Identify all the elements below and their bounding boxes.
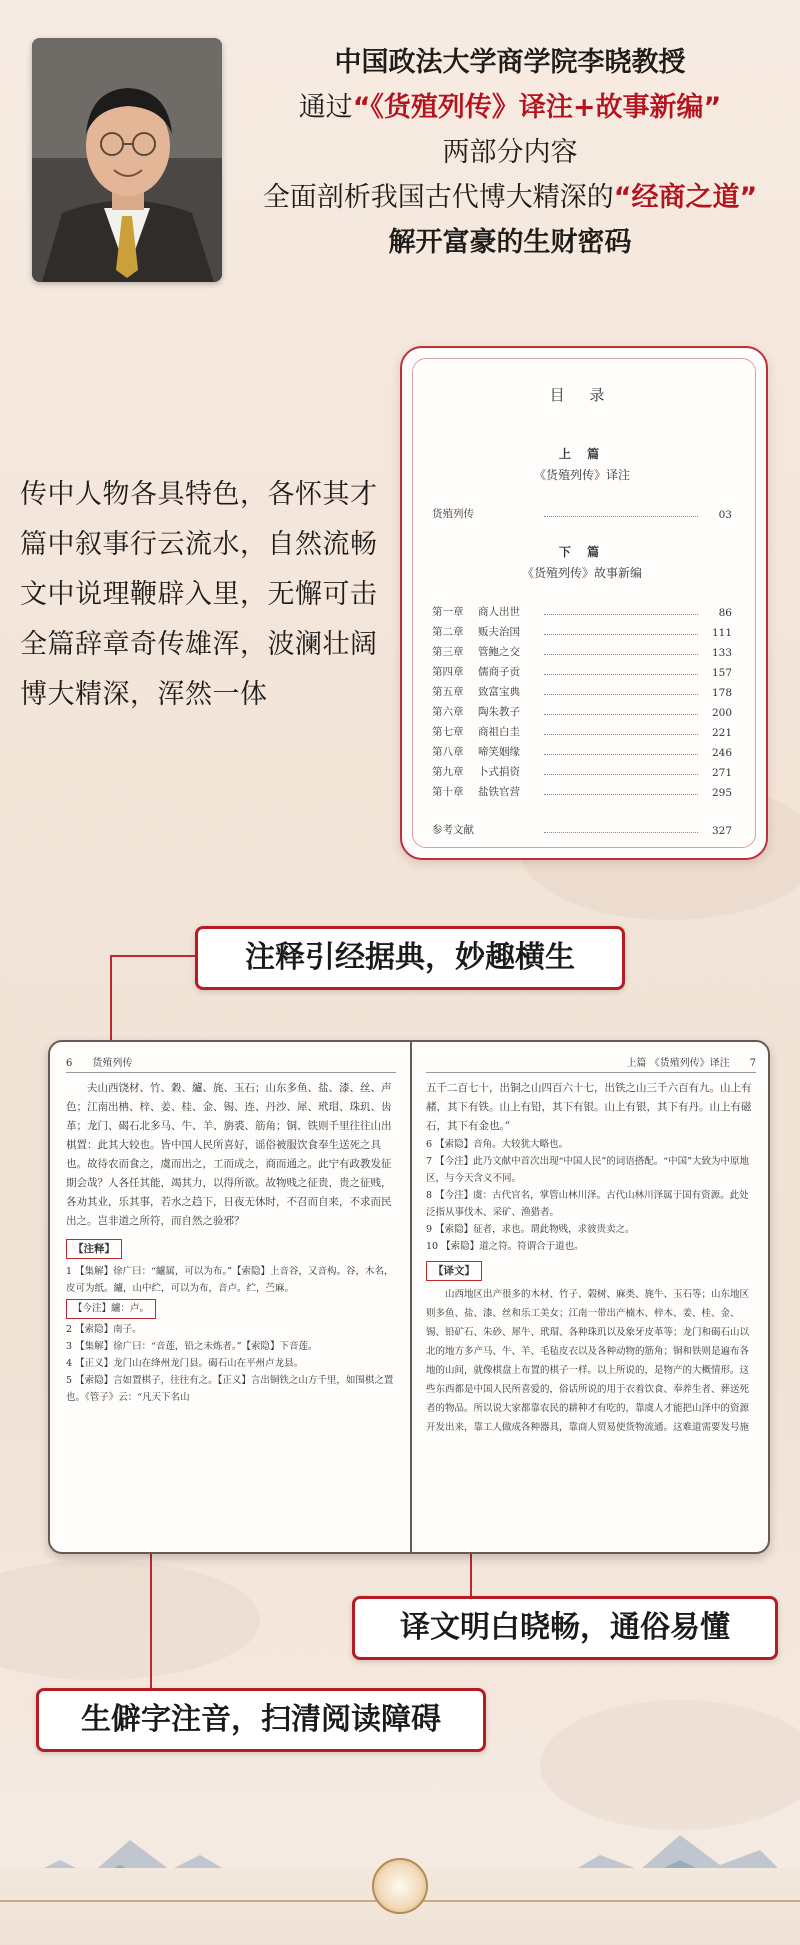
annotation-note: 6 【索隐】音角。大较犹大略也。 [426,1139,569,1150]
annotation-note: 5 【索隐】言如置棋子，往往有之。【正义】言出铜铁之山方千里，如围棋之置也。《管子》云：“凡天下名山 [66,1375,394,1403]
open-book-preview [48,1040,770,1554]
toc-part-2-subtitle: 《货殖列传》故事新编 [521,566,642,580]
feature-list [20,470,400,720]
annotation-note: 2 【索隐】南子。 [66,1324,142,1335]
toc-row: 第二章 贩夫治国 111 [432,626,732,639]
toc-part-1-label: 上 篇 [558,447,606,461]
intro-line-5: 解开富豪的生财密码 [388,227,632,258]
toc-chapter-list [432,599,732,799]
intro-business-highlight: “经商之道” [613,182,758,213]
intro-book-highlight: “《货殖列传》译注+故事新编” [352,92,722,123]
toc-row: 第九章 卜式捐资 271 [432,766,732,779]
feature-item: 文中说理鞭辟入里，无懈可击 [20,579,378,610]
toc-row: 第四章 儒商子贡 157 [432,666,732,679]
callout-pronunciation: 生僻字注音，扫清阅读障碍 [36,1688,486,1752]
feature-item: 传中人物各具特色，各怀其才 [20,479,378,510]
annotation-note: 4 【正义】龙门山在绛州龙门县。碣石山在平州卢龙县。 [66,1358,304,1369]
leader-line [110,955,196,957]
toc-row: 第一章 商人出世 86 [432,606,732,619]
annotation-note: 7 【今注】此乃文献中首次出现“中国人民”的词语搭配。“中国”大致为中原地区，与今天含义不同。 [426,1156,749,1184]
toc-row: 第三章 管鲍之交 133 [432,646,732,659]
annotation-note: 3 【集解】徐广曰：“音莲，铅之未炼者。”【索隐】下音莲。 [66,1341,318,1352]
toc-row-references: 参考文献 327 [432,824,732,837]
toc-row: 第五章 致富宝典 178 [432,686,732,699]
footer-medallion-ornament [372,1858,428,1914]
toc-part-2-label: 下 篇 [558,545,606,559]
intro-line-1: 中国政法大学商学院李晓教授 [334,47,686,78]
translation-tag: 【译文】 [426,1261,482,1281]
toc-row: 第八章 啼笑姻缘 246 [432,746,732,759]
annotation-tag: 【注释】 [66,1239,122,1259]
toc-row: 第七章 商祖白圭 221 [432,726,732,739]
book-left-page: 6 货殖列传 夫山西饶材、竹、穀、纑、旄、玉石；山东多鱼、盐、漆、丝、声色；江南出柟、梓、姜、桂、金、锡、连、丹沙、犀、玳瑁、珠玑、齿革；龙门、碣石北多马、牛、羊、旃裘、筋角；铜、铁则千里往往山出棋置：此其大较也。皆中国人民所喜好，谣俗被服饮食奉生送死之具也。故待农而食之，虞而出之，工而成之，商而通之。此宁有政教发征期会哉？人各任其能，竭其力，以得所欲。故物贱之征贵，贵之征贱，各劝其业，乐其事，若水之趋下，日夜无休时，不召而自来，不求而民出之。岂非道之所符，而自然之验邪？ 【注释】 1 【集解】徐广曰：“纑属，可以为布。”【索隐】上音谷，又音构。谷，木名，皮可为纸。纑，山中纻，可以为布，音卢。纻，苎麻。 【今注】纑：卢。 2 【索隐】南子。 3 【集解】徐广曰：“音莲，铅之未炼者。”【索隐】下音莲。 4 【正义】龙门山在绛州龙门县。碣石山在平州卢龙县。 5 【索隐】言如置棋子，往往有之。【正义】言出铜铁之山方千里，如围棋之置也。《管子》云：“凡天下名山 [66,1056,396,1406]
feature-item: 全篇辞章奇传雄浑，波澜壮阔 [20,629,378,660]
translation-text: 山西地区出产很多的木材、竹子、榖树、麻类、旄牛、玉石等；山东地区则多鱼、盐、漆、丝和乐工美女；江南一带出产楠木、梓木、姜、桂、金、锡、铅矿石、朱砂、犀牛、玳瑁、各种珠玑以及象牙皮革等；龙门和碣石山以北的地方多产马、牛、羊、毛毡皮衣以及各种动物的筋角；铜和铁则是遍布各地的山间，就像棋盘上布置的棋子一样。以上所说的，是物产的大概情形。这些东西都是中国人民所喜爱的，俗话所说的用于衣着饮食、奉养生者、葬送死者的物品。所以说大家都靠农民的耕种才有吃的，靠虞人才能把山泽中的资源开发出来，靠工人做成各种器具，靠商人贸易使货物流通。这难道需要发号施 [426,1289,750,1433]
callout-annotation: 注释引经据典，妙趣横生 [195,926,625,990]
annotation-note: 9 【索隐】征者，求也。谓此物贱，求彼贵卖之。 [426,1224,635,1235]
annotation-note: 8 【今注】虞：古代官名，掌管山林川泽。古代山林川泽属于国有资源。此处泛指从事伐木、采矿、渔猎者。 [426,1190,749,1218]
toc-row: 第六章 陶朱教子 200 [432,706,732,719]
pronunciation-note: 【今注】纑：卢。 [66,1299,156,1319]
callout-translation: 译文明白晓畅，通俗易懂 [352,1596,778,1660]
author-portrait-illustration [32,38,222,282]
toc-title: 目 录 [549,386,615,404]
original-text: 夫山西饶材、竹、穀、纑、旄、玉石；山东多鱼、盐、漆、丝、声色；江南出柟、梓、姜、桂、金、锡、连、丹沙、犀、玳瑁、珠玑、齿革；龙门、碣石北多马、牛、羊、旃裘、筋角；铜、铁则千里往往山出棋置：此其大较也。皆中国人民所喜好，谣俗被服饮食奉生送死之具也。故待农而食之，虞而出之，工而成之，商而通之。此宁有政教发征期会哉？人各任其能，竭其力，以得所欲。故物贱之征贵，贵之征贱，各劝其业，乐其事，若水之趋下，日夜无休时，不召而自来，不求而民出之。岂非道之所符，而自然之验邪？ [66,1082,392,1227]
feature-item: 篇中叙事行云流水，自然流畅 [20,529,378,560]
table-of-contents [400,346,768,860]
toc-row: 第十章 盐铁官营 295 [432,786,732,799]
book-right-page: 上篇 《货殖列传》译注 7 五千二百七十，出铜之山四百六十七，出铁之山三千六百有九。山上有赭，其下有铁。山上有铅，其下有银。山上有银，其下有丹。山上有磁石，其下有金也。” 6 【索隐】音角。大较犹大略也。 7 【今注】此乃文献中首次出现“中国人民”的词语搭配。“中国”大致为中原地区，与今天含义不同。 8 【今注】虞：古代官名，掌管山林川泽。古代山林川泽属于国有资源。此处泛指从事伐木、采矿、渔猎者。 9 【索隐】征者，求也。谓此物贱，求彼贵卖之。 10 【索隐】道之符。符谓合于道也。 【译文】 山西地区出产很多的木材、竹子、榖树、麻类、旄牛、玉石等；山东地区则多鱼、盐、漆、丝和乐工美女；江南一带出产楠木、梓木、姜、桂、金、锡、铅矿石、朱砂、犀牛、玳瑁、各种珠玑以及象牙皮革等；龙门和碣石山以北的地方多产马、牛、羊、毛毡皮衣以及各种动物的筋角；铜和铁则是遍布各地的山间，就像棋盘上布置的棋子一样。以上所说的，是物产的大概情形。这些东西都是中国人民所喜爱的，俗话所说的用于衣着饮食、奉养生者、葬送死者的物品。所以说大家都靠农民的耕种才有吃的，靠虞人才能把山泽中的资源开发出来，靠工人做成各种器具，靠商人贸易使货物流通。这难道需要发号施 [426,1056,756,1439]
feature-item: 博大精深，浑然一体 [20,679,268,710]
annotation-note: 五千二百七十，出铜之山四百六十七，出铁之山三千六百有九。山上有赭，其下有铁。山上有铅，其下有银。山上有银，其下有丹。山上有磁石，其下有金也。” [426,1082,752,1132]
annotation-note: 1 【集解】徐广曰：“纑属，可以为布。”【索隐】上音谷，又音构。谷，木名，皮可为纸。纑，山中纻，可以为布，音卢。纻，苎麻。 [66,1266,394,1294]
intro-line-3: 两部分内容 [442,137,578,168]
author-intro [235,40,785,265]
toc-row: 货殖列传 03 [432,508,732,521]
intro-line-4: 全面剖析我国古代博大精深的“经商之道” [262,182,758,213]
toc-part-1-subtitle: 《货殖列传》译注 [533,468,630,482]
intro-line-2: 通过“《货殖列传》译注+故事新编” [298,92,722,123]
author-photo [32,38,222,282]
annotation-note: 10 【索隐】道之符。符谓合于道也。 [426,1241,584,1252]
